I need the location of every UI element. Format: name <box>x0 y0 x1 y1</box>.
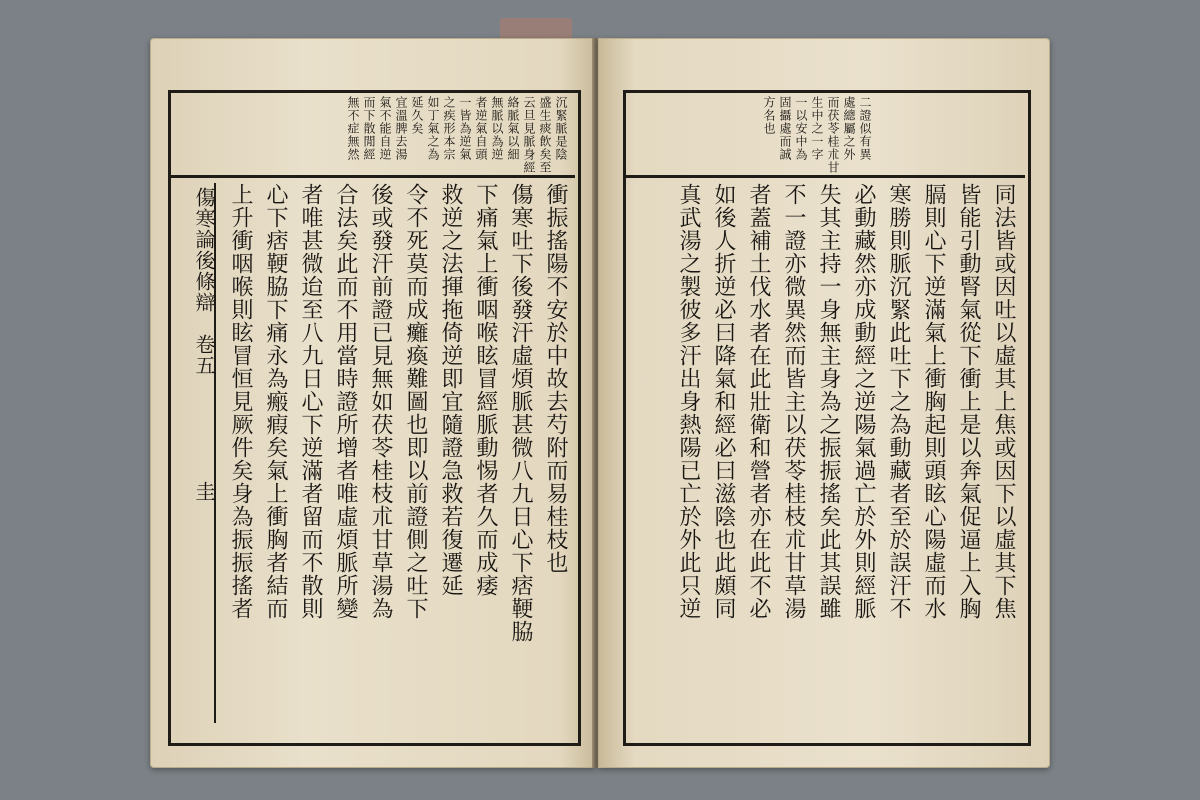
book-title: 傷寒論後條辯 <box>192 187 216 313</box>
annotation-column: 之疾形本宗 <box>442 96 456 161</box>
text-column: 下痛氣上衝咽喉眩冒經脈動惕者久而成痿 <box>473 183 498 597</box>
annotation-column: 處總屬之外 <box>842 96 856 161</box>
open-book <box>140 28 1060 778</box>
annotation-column: 延久矣 <box>410 96 424 135</box>
text-column: 同法皆或因吐以虛其上焦或因下以虛其下焦 <box>991 183 1016 620</box>
spine-column <box>188 183 216 723</box>
annotation-column: 云旦見脈身經 <box>522 96 536 174</box>
text-column: 失其主持一身無主身為之振振搖矣此其誤雖 <box>816 183 841 620</box>
annotation-column: 無脈以為逆 <box>490 96 504 161</box>
annotation-column: 一以安中為 <box>794 96 808 161</box>
text-column: 膈則心下逆滿氣上衝胸起則頭眩心陽虛而水 <box>921 183 946 620</box>
text-column: 真武湯之製彼多汗出身熱陽已亡於外此只逆 <box>676 183 701 620</box>
annotation-column: 生中之一字 <box>810 96 824 161</box>
annotation-column: 者逆氣自頭 <box>474 96 488 161</box>
left-annotation-band <box>168 90 575 178</box>
text-column: 後或發汗前證已見無如茯苓桂枝朮甘草湯為 <box>368 183 393 620</box>
text-column: 傷寒吐下後發汗虛煩脈甚微八九日心下痞鞕脇 <box>508 183 533 643</box>
text-column: 上升衝咽喉則眩冒恒見厥件矣身為振振搖者 <box>228 183 253 620</box>
text-column: 寒勝則脈沉緊此吐下之為動藏者至於誤汗不 <box>886 183 911 620</box>
annotation-column: 二證似有異 <box>858 96 872 161</box>
text-column: 令不死莫而成癱瘓難圖也即以前證側之吐下 <box>403 183 428 620</box>
annotation-column: 固攝處而誠 <box>778 96 792 161</box>
annotation-column: 宜溫脾去湯 <box>394 96 408 161</box>
annotation-column: 方名也 <box>762 96 776 135</box>
text-column: 皆能引動腎氣從下衝上是以奔氣促逼上入胸 <box>956 183 981 620</box>
volume-label: 卷五 <box>192 334 216 376</box>
annotation-column: 氣不能自逆 <box>378 96 392 161</box>
spine-text <box>190 187 219 717</box>
annotation-column: 沉緊脈是陰 <box>554 96 568 161</box>
left-page <box>150 38 595 768</box>
annotation-column: 而茯苓桂朮甘 <box>826 96 840 174</box>
annotation-column: 一皆為逆氣 <box>458 96 472 161</box>
text-column: 不一證亦微異然而皆主以茯苓桂枝朮甘草湯 <box>781 183 806 620</box>
annotation-column: 盛生痰飲矣至 <box>538 96 552 174</box>
annotation-column: 絡脈氣以細 <box>506 96 520 161</box>
annotation-column: 如丁氣之為 <box>426 96 440 161</box>
text-column: 必動藏然亦成動經之逆陽氣過亡於外則經脈 <box>851 183 876 620</box>
text-column: 合法矣此而不用當時證所增者唯虛煩脈所變 <box>333 183 358 620</box>
text-column: 心下痞鞕脇下痛永為瘢瘕矣氣上衝胸者結而 <box>263 183 288 620</box>
page-number: 圭 <box>192 481 216 502</box>
text-column: 救逆之法揮拖倚逆即宜隨證急救若復遷延 <box>438 183 463 597</box>
text-column: 如後人折逆必曰降氣和經必曰滋陰也此頗同 <box>711 183 736 620</box>
right-annotation-band <box>623 90 1025 178</box>
annotation-column: 無不症無然 <box>346 96 360 161</box>
annotation-column: 而下散閒經 <box>362 96 376 161</box>
text-column: 者蓋補土伐水者在此壯衛和營者亦在此不必 <box>746 183 771 620</box>
text-column: 者唯甚微迨至八九日心下逆滿者留而不散則 <box>298 183 323 620</box>
right-page <box>598 38 1050 768</box>
text-column: 衝振搖陽不安於中故去芍附而易桂枝也 <box>543 183 568 574</box>
